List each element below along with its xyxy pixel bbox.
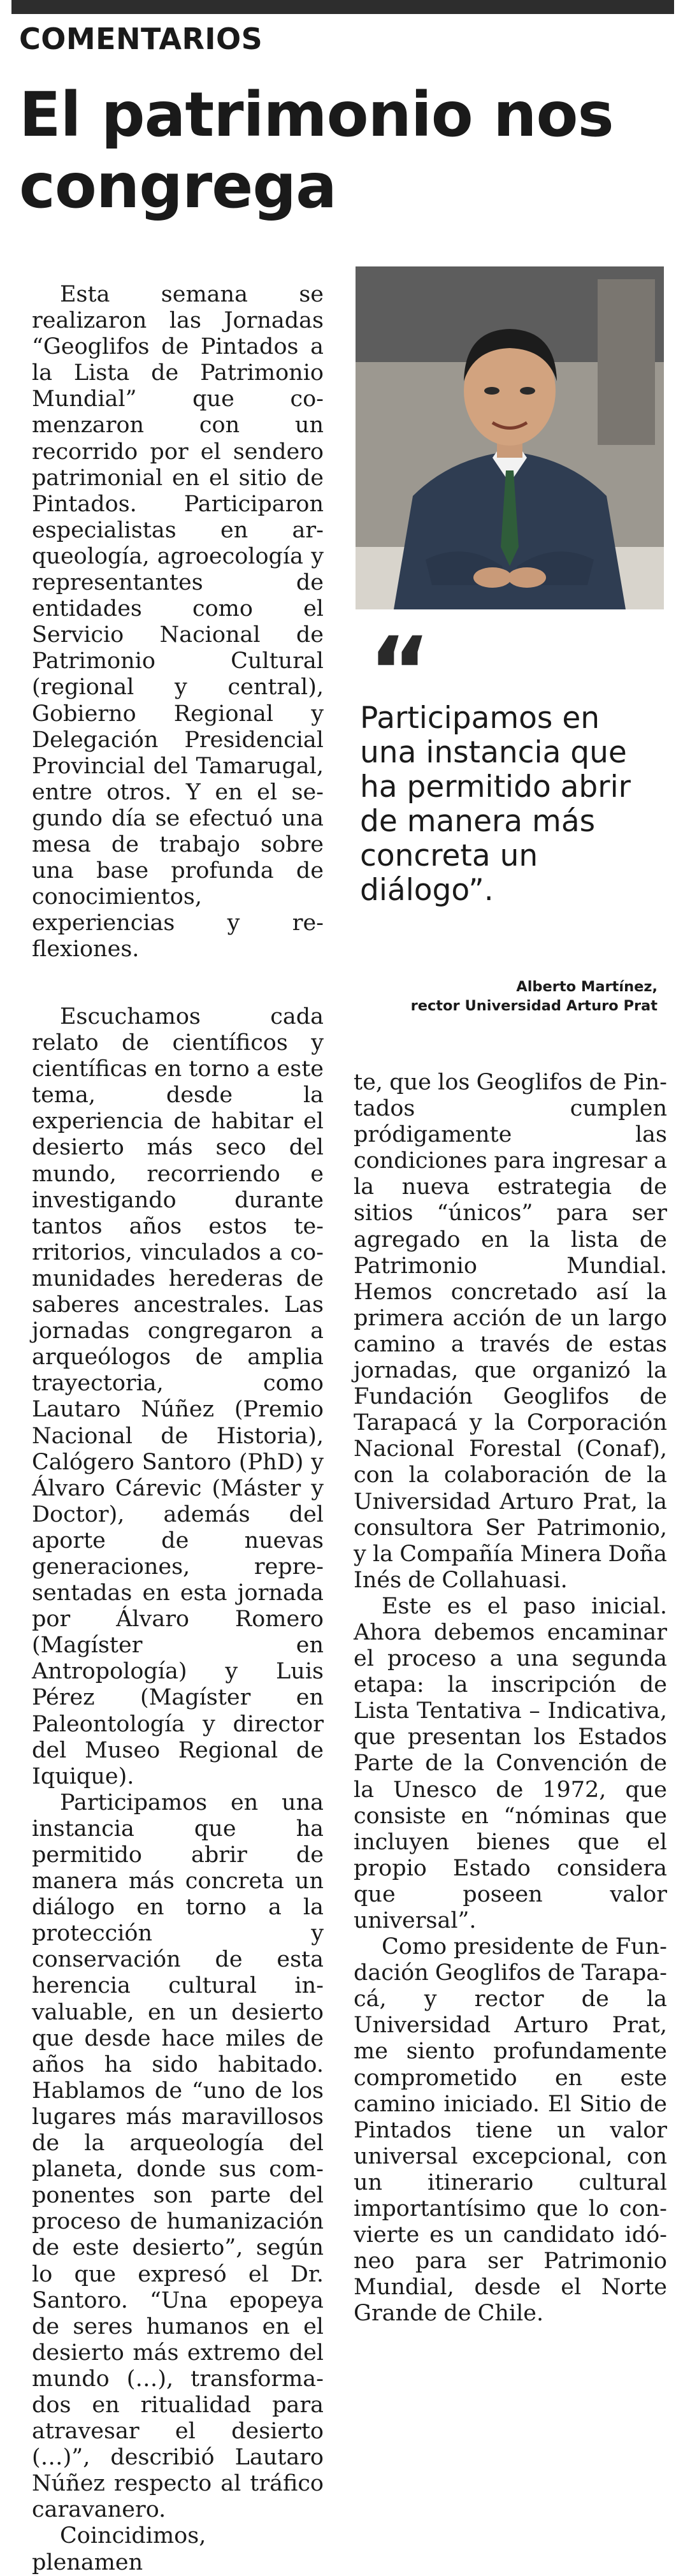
pull-quote-line-5: concreta un <box>360 838 538 873</box>
article-paragraph-4-end: te, que los Geoglifos de Pintados cumplen pródigamente las condiciones para ingresar a la nueva estrategia de sitios “únicos” para ser agregado en la lista de Patrimonio Mundial. Hemos concretado así la primera acción de un largo camino a través de estas jornadas, que organizó la Fundación Geoglifos de Tarapacá y la Corporación Nacional Forestal (Conaf), con la colaboración de la Universidad Arturo Prat, la consultora Ser Patrimonio, y la Compañía Minera Doña Inés de Collahuasi. <box>354 1070 667 1593</box>
section-label: COMENTARIOS <box>19 22 263 56</box>
author-photo <box>356 266 664 609</box>
author-title: rector Universidad Arturo Prat <box>410 998 658 1014</box>
article-paragraph-2: Escuchamos cada relato de científicos y científicas en torno a este tema, desde la experiencia de habitar el desierto más seco del mundo, recorriendo e investigando durante tantos años estos territorios, vinculados a comunidades herederas de saberes ancestrales. Las jornadas congregaron a arqueólogos de amplia trayectoria, como Lautaro Núñez (Premio Nacional de Historia), Calógero Santoro (PhD) y Álvaro Cárevic (Máster y Doctor), además del aporte de nuevas generaciones, representadas en esta jornada por Álvaro Romero (Magíster en Antropología) y Luis Pérez (Magíster en Paleontología y director del Museo Regional de Iquique). <box>32 1004 324 1789</box>
author-byline <box>411 977 658 1015</box>
article-column-1-top <box>32 282 324 963</box>
article-paragraph-4-start: Coincidimos, plenamen <box>32 2523 206 2575</box>
headline-line-2: congrega <box>19 150 336 222</box>
pull-quote-line-1: Participamos en <box>360 701 600 736</box>
headline <box>19 79 656 222</box>
pull-quote <box>360 701 659 908</box>
pull-quote-line-6: diálogo”. <box>360 873 494 908</box>
pull-quote-line-4: de manera más <box>360 804 596 839</box>
article-paragraph-1: Esta semana se realizaron las Jornadas “Geoglifos de Pintados a la Lista de Patrimonio Mundial” que comenzaron con un recorrido por el sendero patrimonial en el sitio de Pintados. Participaron especialistas en arqueología, agroecología y representantes de entidades como el Servicio Nacional de Patrimonio Cultural (regional y central), Gobierno Regional y Delegación Presidencial Provincial del Tamarugal, entre otros. Y en el segundo día se efectuó una mesa de trabajo sobre una base profunda de conocimientos, experiencias y reflexiones. <box>32 282 324 963</box>
quote-mark-icon: “ <box>368 617 431 728</box>
header-rule <box>11 0 674 14</box>
pull-quote-line-3: ha permitido abrir <box>360 769 631 804</box>
article-paragraph-5: Este es el paso inicial. Ahora debemos encaminar el proceso a una segunda etapa: la inscripción de Lista Tentativa – Indicativa, que presentan los Estados Parte de la Convención de la Unesco de 1972, que consiste en “nóminas que incluyen bienes que el propio Estado considera que poseen valor universal”. <box>354 1593 667 1933</box>
article-column-2 <box>354 1070 667 2327</box>
article-paragraph-6: Como presidente de Fundación Geoglifos de Tarapacá, y rector de la Universidad Arturo Prat, me siento profundamente comprometido en este camino iniciado. El Sitio de Pintados tiene un valor universal excepcional, con un itinerario cultural importantísimo que lo convierte es un candidato idóneo para ser Patrimonio Mundial, desde el Norte Grande de Chile. <box>354 1934 667 2327</box>
article-column-1-bottom <box>32 1004 324 2576</box>
pull-quote-line-2: una instancia que <box>360 735 627 770</box>
author-name: Alberto Martínez, <box>516 979 658 995</box>
article-paragraph-3: Participamos en una instancia que ha permitido abrir de manera más concreta un diálogo en torno a la protección y conservación de esta herencia cultural invaluable, en un desierto que desde hace miles de años ha sido habitado. Hablamos de “uno de los lugares más maravillosos de la arqueología del planeta, donde sus componentes son parte del proceso de humanización de este desierto”, según lo que expresó el Dr. Santoro. “Una epopeya de seres humanos en el desierto más extremo del mundo (…), transformados en ritualidad para atravesar el desierto (…)”, describió Lautaro Núñez respecto al tráfico caravanero. <box>32 1789 324 2523</box>
man-portrait-icon <box>356 266 664 609</box>
headline-line-1: El patrimonio nos <box>19 79 614 150</box>
